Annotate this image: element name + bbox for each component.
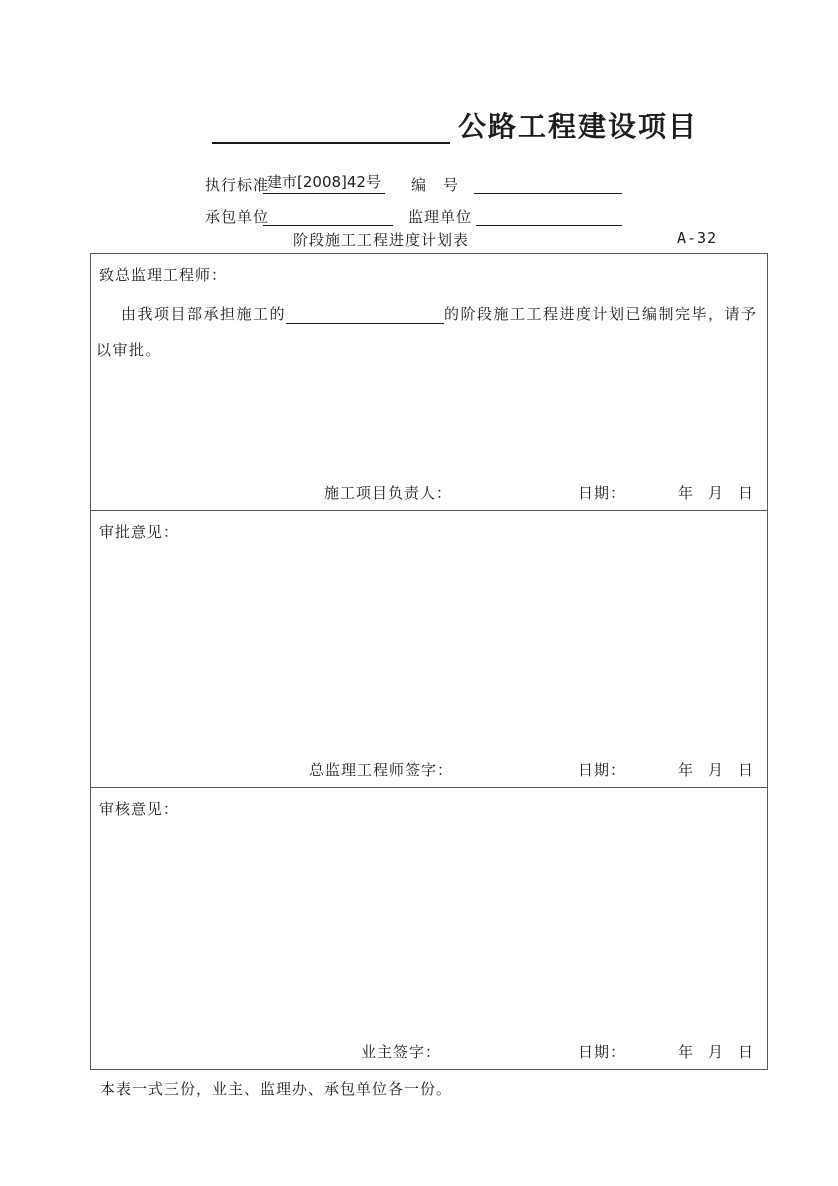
contractor-value-field[interactable]	[263, 203, 393, 226]
applicant-date-label: 日期：	[578, 484, 627, 502]
approval-heading: 审批意见：	[99, 523, 180, 541]
body-prefix: 由我项目部承担施工的	[121, 305, 287, 323]
review-section	[91, 787, 767, 1069]
approval-signature-row	[91, 759, 767, 779]
meta-row-standard	[0, 172, 838, 196]
supervisor-value-field[interactable]	[476, 203, 622, 226]
number-value-field[interactable]	[474, 171, 622, 194]
form-name: 阶段施工工程进度计划表	[293, 231, 470, 249]
review-signature-row	[91, 1041, 767, 1061]
review-heading: 审核意见：	[99, 800, 180, 818]
approval-section	[91, 510, 767, 787]
approval-sign-label: 总监理工程师签字：	[309, 761, 454, 779]
review-ymd-label: 年 月 日	[678, 1043, 754, 1061]
supervisor-label: 监理单位	[408, 208, 473, 226]
form-box	[90, 253, 768, 1070]
contractor-label: 承包单位	[205, 208, 270, 226]
distribution-note: 本表一式三份，业主、监理办、承包单位各一份。	[100, 1080, 453, 1098]
applicant-sign-label: 施工项目负责人：	[324, 484, 453, 502]
approval-date-label: 日期：	[578, 761, 627, 779]
doc-title: 公路工程建设项目	[458, 110, 699, 143]
standard-label: 执行标准	[205, 176, 270, 194]
review-date-label: 日期：	[578, 1043, 627, 1061]
form-code: A-32	[677, 229, 718, 247]
doc-header	[212, 110, 698, 146]
body-suffix: 的阶段施工工程进度计划已编制完毕，请予	[444, 305, 758, 323]
project-scope-blank-field[interactable]	[286, 306, 444, 324]
application-text-line1	[121, 303, 758, 324]
applicant-signature-row	[91, 482, 767, 502]
project-name-blank-line[interactable]	[212, 112, 450, 144]
form-bar	[0, 229, 838, 251]
application-section	[91, 254, 767, 510]
meta-row-units	[0, 204, 838, 228]
application-text-line2: 以审批。	[96, 341, 163, 359]
review-sign-label: 业主签字：	[361, 1043, 442, 1061]
salutation: 致总监理工程师：	[99, 266, 228, 284]
applicant-ymd-label: 年 月 日	[678, 484, 754, 502]
number-label: 编 号	[411, 176, 460, 194]
standard-value-field[interactable]: 建市[2008]42号	[263, 171, 385, 194]
approval-ymd-label: 年 月 日	[678, 761, 754, 779]
